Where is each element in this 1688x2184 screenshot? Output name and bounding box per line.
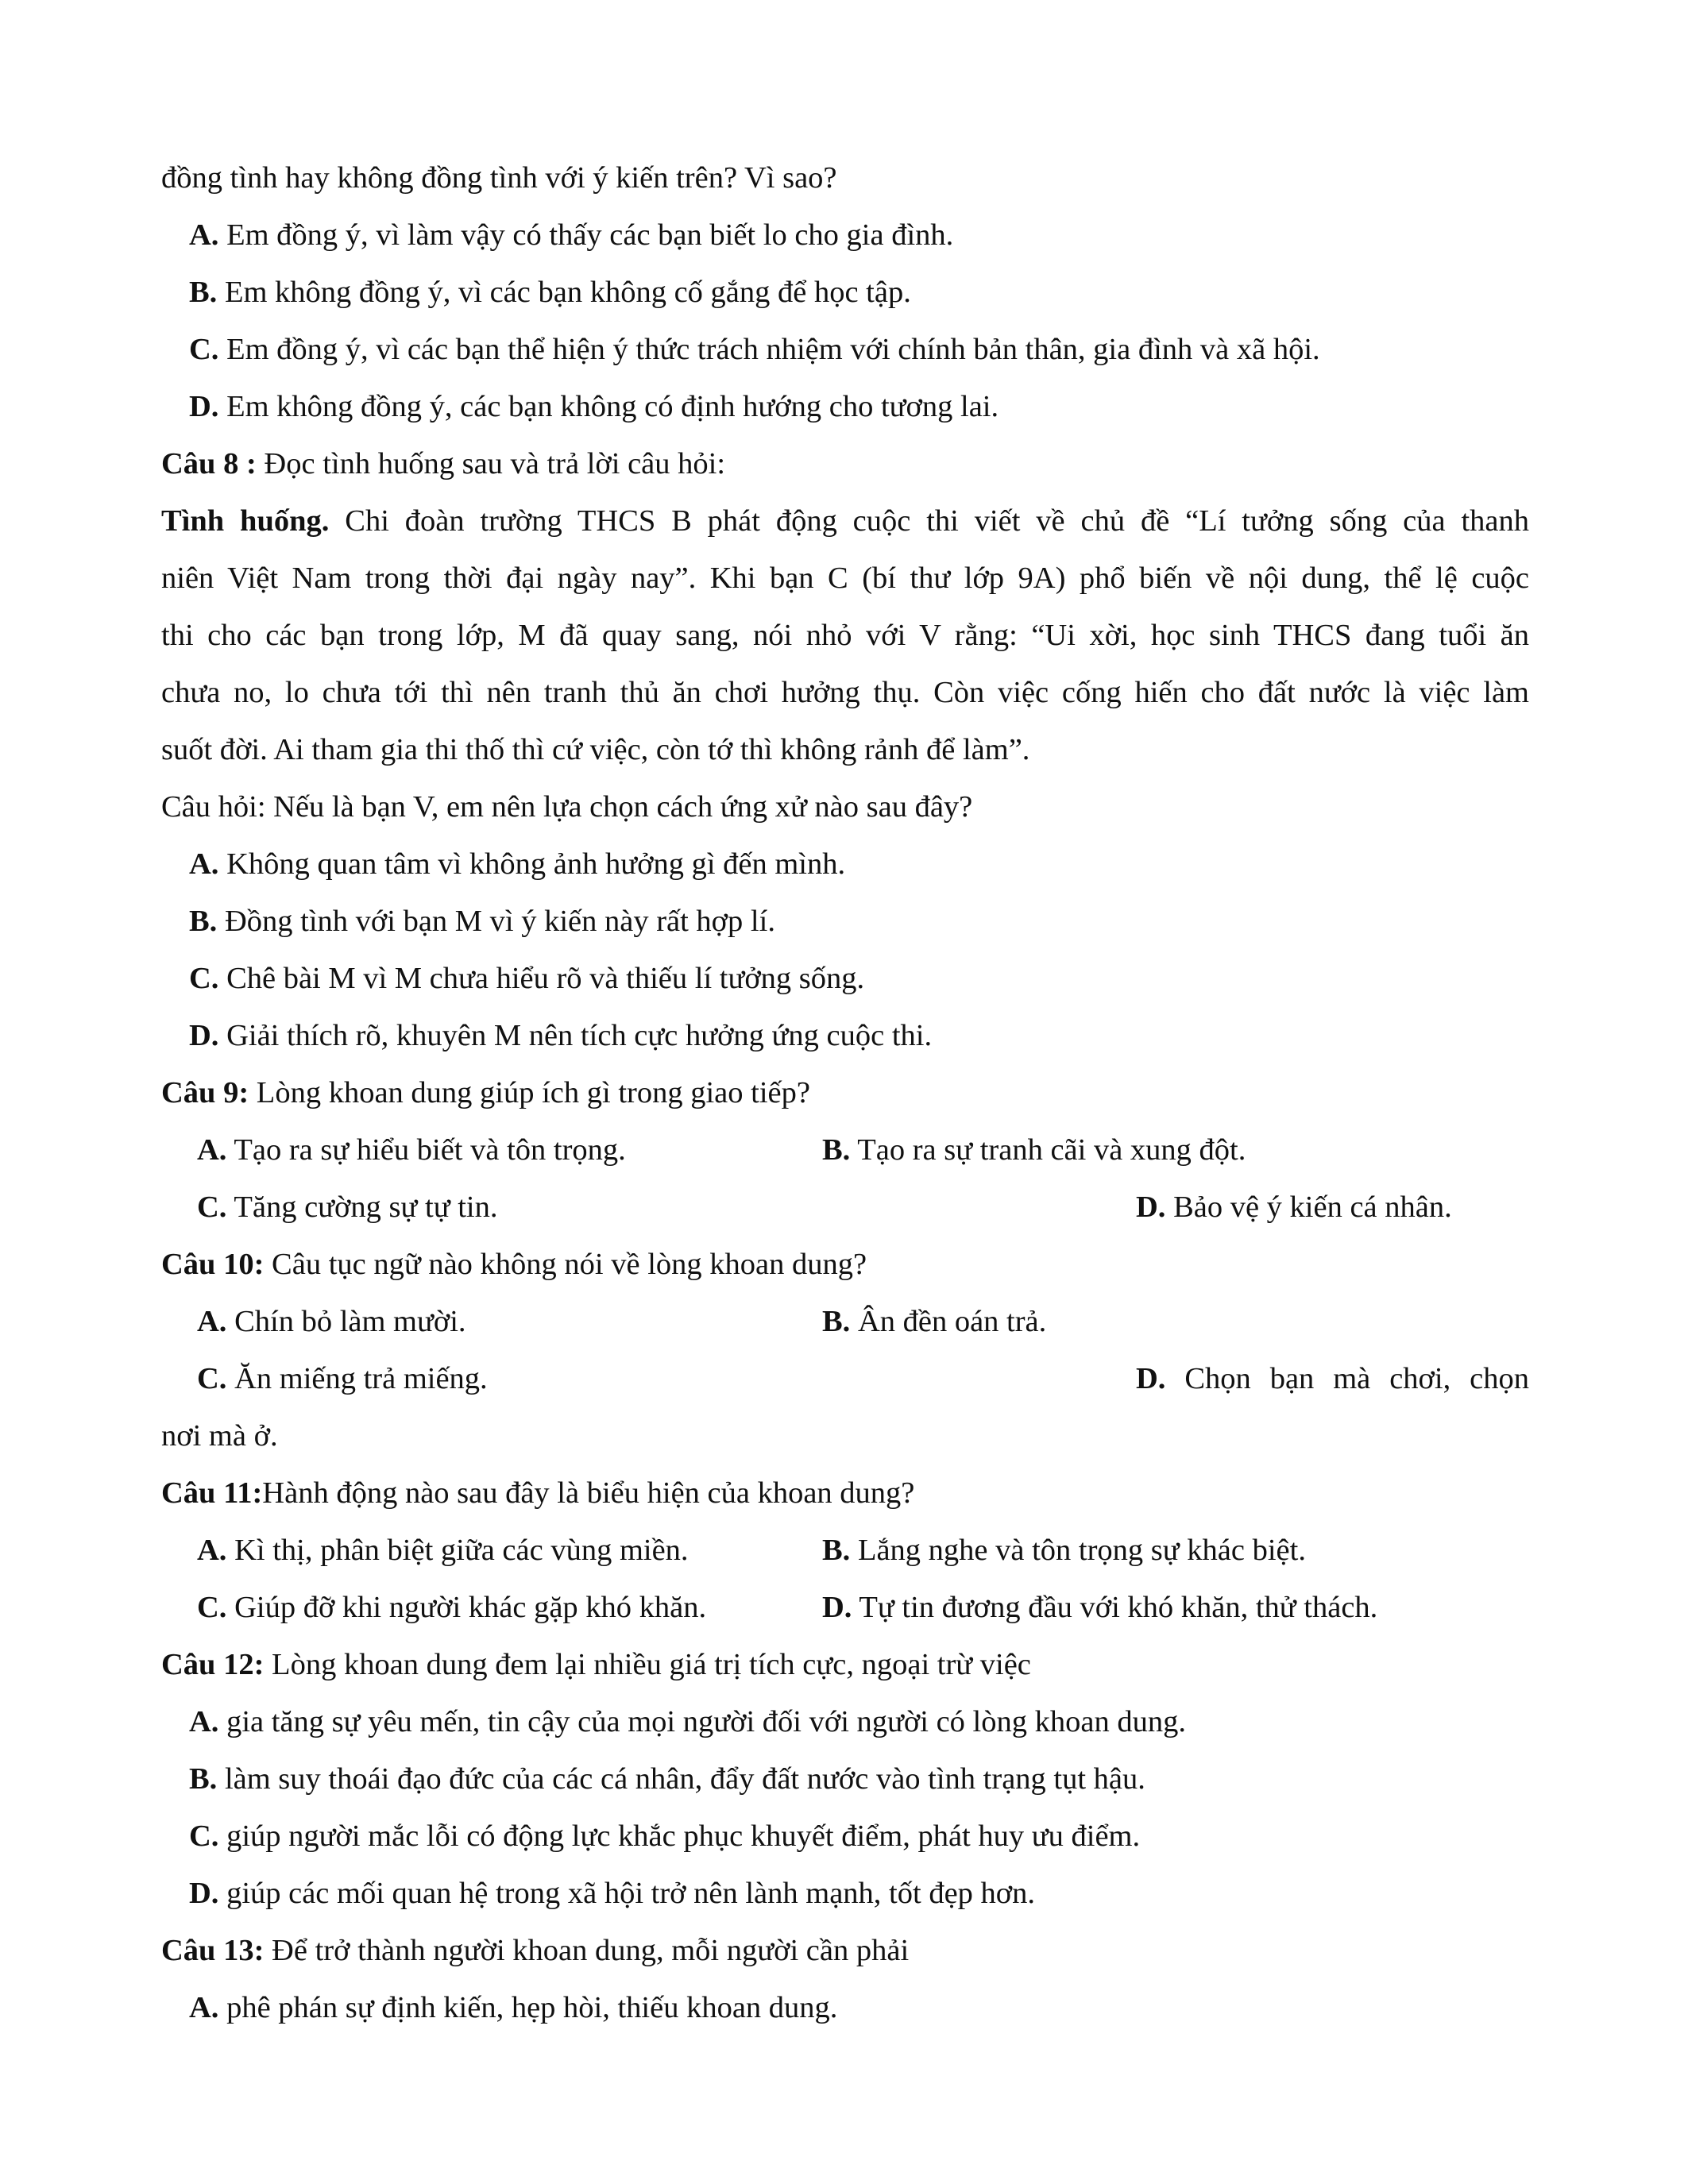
q10-option-b: B. Ân đền oán trả.: [822, 1305, 1047, 1338]
q8-option-c: C. Chê bài M vì M chưa hiểu rõ và thiếu lí tưởng sống.: [189, 962, 865, 995]
q12-option-a: A. gia tăng sự yêu mến, tin cậy của mọi người đối với người có lòng khoan dung.: [189, 1705, 1186, 1738]
q8-option-d: D. Giải thích rõ, khuyên M nên tích cực hưởng ứng cuộc thi.: [189, 1019, 933, 1052]
q12-option-d: D. giúp các mối quan hệ trong xã hội trở nên lành mạnh, tốt đẹp hơn.: [189, 1877, 1036, 1910]
q10-stem: Câu 10: Câu tục ngữ nào không nói về lòng khoan dung?: [161, 1248, 867, 1281]
q13-stem: Câu 13: Để trở thành người khoan dung, mỗi người cần phải: [161, 1934, 910, 1967]
q13-option-a: A. phê phán sự định kiến, hẹp hòi, thiếu khoan dung.: [189, 1991, 838, 2024]
q8-option-a: A. Không quan tâm vì không ảnh hưởng gì đến mình.: [189, 847, 846, 881]
q9-option-a: A. Tạo ra sự hiểu biết và tôn trọng.: [197, 1133, 626, 1167]
q8-situation-line-3: thi cho các bạn trong lớp, M đã quay sang, nói nhỏ với V rằng: “Ui xời, học sinh THCS đang tuổi ăn: [161, 619, 1529, 652]
q8-option-b: B. Đồng tình với bạn M vì ý kiến này rất hợp lí.: [189, 905, 775, 938]
q10-option-d: D. Chọn bạn mà chơi, chọn: [1136, 1362, 1529, 1395]
q12-option-b: B. làm suy thoái đạo đức của các cá nhân, đẩy đất nước vào tình trạng tụt hậu.: [189, 1762, 1145, 1796]
q8-stem: Câu 8 : Đọc tình huống sau và trả lời câu hỏi:: [161, 447, 726, 480]
q7-option-b: B. Em không đồng ý, vì các bạn không cố gắng để học tập.: [189, 276, 911, 309]
q9-stem: Câu 9: Lòng khoan dung giúp ích gì trong giao tiếp?: [161, 1076, 810, 1109]
q8-situation-line-5: suốt đời. Ai tham gia thi thố thì cứ việc, còn tớ thì không rảnh để làm”.: [161, 733, 1030, 766]
q8-question: Câu hỏi: Nếu là bạn V, em nên lựa chọn cách ứng xử nào sau đây?: [161, 790, 973, 824]
q11-stem: Câu 11:Hành động nào sau đây là biểu hiện của khoan dung?: [161, 1476, 915, 1510]
q7-option-a: A. Em đồng ý, vì làm vậy có thấy các bạn biết lo cho gia đình.: [189, 218, 954, 252]
q9-option-b: B. Tạo ra sự tranh cãi và xung đột.: [822, 1133, 1246, 1167]
q12-option-c: C. giúp người mắc lỗi có động lực khắc phục khuyết điểm, phát huy ưu điểm.: [189, 1819, 1141, 1853]
q8-situation-line-4: chưa no, lo chưa tới thì nên tranh thủ ăn chơi hưởng thụ. Còn việc cống hiến cho đất nước là việc làm: [161, 676, 1529, 709]
q7-stem-tail: đồng tình hay không đồng tình với ý kiến trên? Vì sao?: [161, 161, 837, 195]
q12-stem: Câu 12: Lòng khoan dung đem lại nhiều giá trị tích cực, ngoại trừ việc: [161, 1648, 1031, 1681]
q11-option-c: C. Giúp đỡ khi người khác gặp khó khăn.: [197, 1591, 707, 1624]
q7-option-c: C. Em đồng ý, vì các bạn thể hiện ý thức trách nhiệm với chính bản thân, gia đình và xã hội.: [189, 333, 1320, 366]
q10-option-a: A. Chín bỏ làm mười.: [197, 1305, 466, 1338]
q9-option-d: D. Bảo vệ ý kiến cá nhân.: [1136, 1190, 1452, 1224]
q10-option-c: C. Ăn miếng trả miếng.: [197, 1362, 488, 1395]
q8-situation-line-2: niên Việt Nam trong thời đại ngày nay”. Khi bạn C (bí thư lớp 9A) phổ biến về nội dung, thể lệ cuộc: [161, 561, 1529, 595]
q11-option-a: A. Kì thị, phân biệt giữa các vùng miền.: [197, 1534, 689, 1567]
q11-option-d: D. Tự tin đương đầu với khó khăn, thử thách.: [822, 1591, 1378, 1624]
q10-option-d-continued: nơi mà ở.: [161, 1419, 278, 1453]
q7-option-d: D. Em không đồng ý, các bạn không có định hướng cho tương lai.: [189, 390, 999, 423]
q8-situation-line-1: Tình huống. Chi đoàn trường THCS B phát động cuộc thi viết về chủ đề “Lí tưởng sống của thanh: [161, 504, 1529, 538]
q11-option-b: B. Lắng nghe và tôn trọng sự khác biệt.: [822, 1534, 1306, 1567]
q9-option-c: C. Tăng cường sự tự tin.: [197, 1190, 498, 1224]
